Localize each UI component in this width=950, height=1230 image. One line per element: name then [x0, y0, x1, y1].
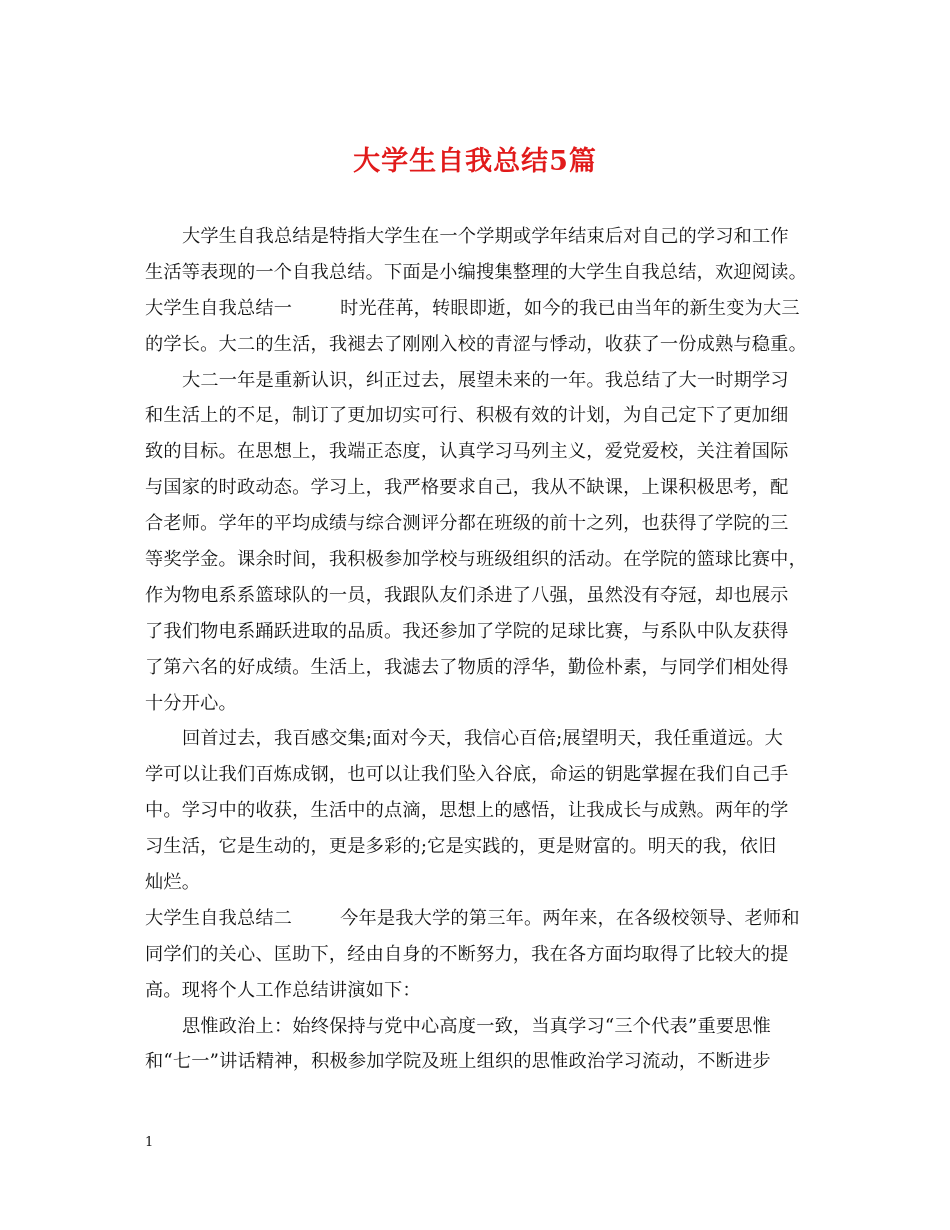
- line-text: 生活等表现的一个自我总结。下面是小编搜集整理的大学生自我总结，欢迎阅读。: [145, 261, 807, 283]
- document-title: 大学生自我总结5篇: [353, 146, 597, 177]
- line-text: 等奖学金。课余时间，我积极参加学校与班级组织的活动。在学院的篮球比赛中，: [145, 549, 807, 571]
- text-line: [145, 327, 810, 363]
- text-line: [145, 757, 810, 793]
- line-text: 高。现将个人工作总结讲演如下：: [145, 979, 421, 1001]
- line-text: 了我们物电系踊跃进取的品质。我还参加了学院的足球比赛，与系队中队友获得: [145, 620, 789, 642]
- line-text: 思惟政治上：始终保持与党中心高度一致，当真学习“三个代表”重要思惟: [182, 1015, 772, 1037]
- text-line: [145, 578, 810, 614]
- line-text: 了第六名的好成绩。生活上，我滤去了物质的浮华，勤俭朴素，与同学们相处得: [145, 656, 789, 678]
- line-text: 作为物电系系篮球队的一员，我跟队友们杀进了八强，虽然没有夺冠，却也展示: [145, 584, 789, 606]
- text-line: [145, 219, 810, 255]
- line-text: 时光荏苒，转眼即逝，如今的我已由当年的新生变为大三: [340, 297, 800, 319]
- text-line: [145, 721, 810, 757]
- line-text: 学可以让我们百炼成钢，也可以让我们坠入谷底，命运的钥匙掌握在我们自己手: [145, 764, 789, 786]
- line-text: 回首过去，我百感交集;面对今天，我信心百倍;展望明天，我任重道远。大: [182, 728, 784, 750]
- line-text: 十分开心。: [145, 692, 237, 714]
- text-line: [145, 614, 810, 650]
- text-line: [145, 434, 810, 470]
- text-line: [145, 973, 810, 1009]
- text-line: [145, 829, 810, 865]
- text-line: [145, 650, 810, 686]
- page-number: 1: [145, 1135, 154, 1150]
- text-line: [145, 291, 810, 327]
- text-line: [145, 363, 810, 399]
- section-heading: 大学生自我总结一: [145, 297, 293, 319]
- line-text: 和“七一”讲话精神，积极参加学院及班上组织的思惟政治学习流动，不断进步: [145, 1051, 771, 1073]
- text-line: [145, 901, 810, 937]
- line-text: 致的目标。在思想上，我端正态度，认真学习马列主义，爱党爱校，关注着国际: [145, 441, 789, 463]
- line-text: 与国家的时政动态。学习上，我严格要求自己，我从不缺课，上课积极思考，配: [145, 477, 789, 499]
- line-text: 合老师。学年的平均成绩与综合测评分都在班级的前十之列，也获得了学院的三: [145, 513, 789, 535]
- text-line: [145, 793, 810, 829]
- text-line: [145, 865, 810, 901]
- text-line: [145, 470, 810, 506]
- text-line: [145, 1009, 810, 1045]
- line-text: 的学长。大二的生活，我褪去了刚刚入校的青涩与悸动，收获了一份成熟与稳重。: [145, 333, 807, 355]
- line-text: 灿烂。: [145, 872, 201, 894]
- text-line: [145, 255, 810, 291]
- line-text: 中。学习中的收获，生活中的点滴，思想上的感悟，让我成长与成熟。两年的学: [145, 800, 789, 822]
- text-line: [145, 398, 810, 434]
- line-text: 大二一年是重新认识，纠正过去，展望未来的一年。我总结了大一时期学习: [182, 369, 789, 391]
- text-line: [145, 506, 810, 542]
- line-text: 习生活，它是生动的，更是多彩的;它是实践的，更是财富的。明天的我，依旧: [145, 836, 777, 858]
- line-text: 和生活上的不足，制订了更加切实可行、积极有效的计划，为自己定下了更加细: [145, 405, 789, 427]
- text-line: [145, 686, 810, 722]
- line-text: 同学们的关心、匡助下，经由自身的不断努力，我在各方面均取得了比较大的提: [145, 943, 789, 965]
- text-line: [145, 937, 810, 973]
- document-body: [145, 219, 810, 1080]
- section-heading: 大学生自我总结二: [145, 907, 293, 929]
- text-line: [145, 542, 810, 578]
- line-text: 今年是我大学的第三年。两年来，在各级校领导、老师和: [340, 907, 800, 929]
- line-text: 大学生自我总结是特指大学生在一个学期或学年结束后对自己的学习和工作: [182, 226, 789, 247]
- text-line: [145, 1044, 810, 1080]
